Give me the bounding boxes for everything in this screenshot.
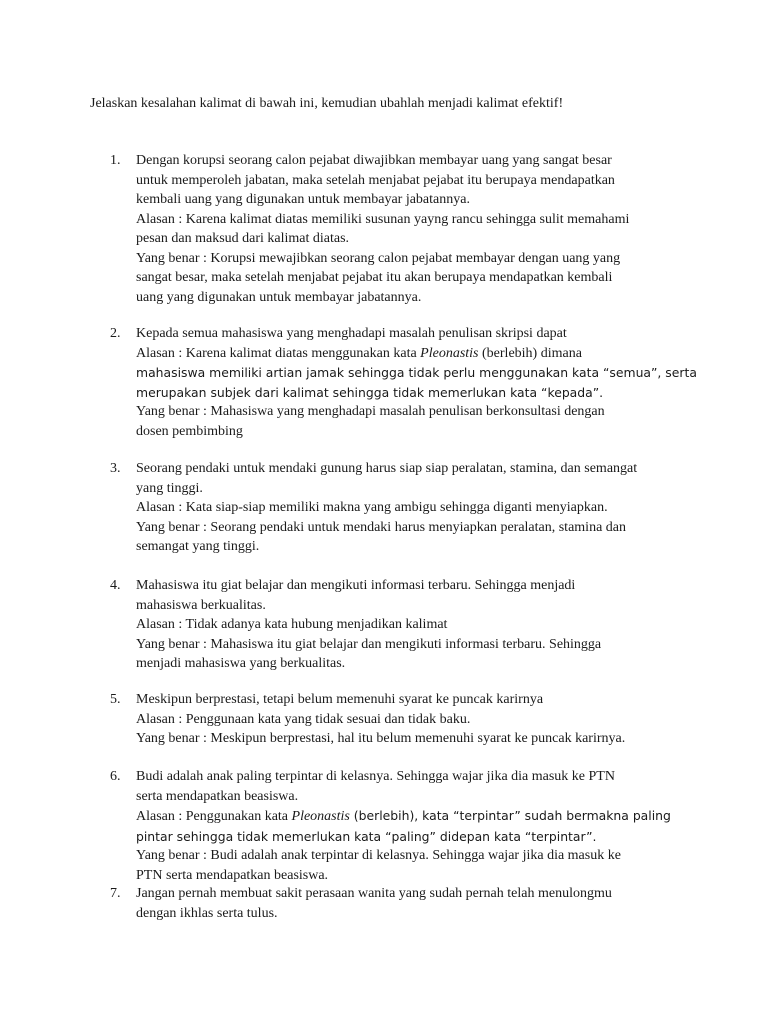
list-item-body [136, 459, 696, 557]
text-line: Jangan pernah membuat sakit perasaan wanita yang sudah pernah telah menulongmu [136, 886, 612, 901]
text-line: Yang benar : Mahasiswa yang menghadapi masalah penulisan berkonsultasi dengan [136, 404, 605, 419]
text-line: Meskipun berprestasi, tetapi belum memenuhi syarat ke puncak karirnya [136, 692, 544, 707]
text-line: dengan ikhlas serta tulus. [136, 905, 278, 921]
text-line: dosen pembimbing [136, 423, 243, 439]
text-line: yang tinggi. [136, 480, 203, 496]
text-line: serta mendapatkan beasiswa. [136, 788, 299, 804]
text-line: Alasan : Penggunaan kata yang tidak sesuai dan tidak baku. [136, 711, 471, 727]
text-line: Yang benar : Budi adalah anak terpintar di kelasnya. Sehingga wajar jika dia masuk ke [136, 848, 621, 863]
list-item-body [136, 151, 696, 307]
text-line: Alasan : Karena kalimat diatas memiliki susunan yayng rancu sehingga sulit memahami [136, 211, 630, 227]
text-line: sangat besar, maka setelah menjabat pejabat itu akan berupaya mendapatkan kembali [136, 270, 613, 285]
text-line: Seorang pendaki untuk mendaki gunung harus siap siap peralatan, stamina, dan semangat [136, 461, 638, 476]
text-line: Mahasiswa itu giat belajar dan mengikuti informasi terbaru. Sehingga menjadi [136, 578, 576, 593]
text-line: Alasan : Tidak adanya kata hubung menjadikan kalimat [136, 617, 448, 632]
list-item-body [136, 324, 696, 441]
text-line: mahasiswa berkualitas. [136, 597, 266, 613]
list-item-body [136, 767, 696, 885]
list-item-number: 1. [110, 153, 121, 168]
text-line: merupakan subjek dari kalimat sehingga tidak memerlukan kata “kepada”. [136, 384, 604, 400]
text-line: mahasiswa memiliki artian jamak sehingga tidak perlu menggunakan kata “semua”, serta [136, 365, 697, 380]
text-line: PTN serta mendapatkan beasiswa. [136, 867, 329, 883]
text-line: Budi adalah anak paling terpintar di kelasnya. Sehingga wajar jika dia masuk ke PTN [136, 769, 615, 784]
list-item-number: 5. [110, 692, 121, 707]
text-line: Yang benar : Mahasiswa itu giat belajar dan mengikuti informasi terbaru. Sehingga [136, 636, 602, 652]
list-item-number: 3. [110, 461, 121, 476]
text-line: kembali uang yang digunakan untuk membayar jabatannya. [136, 192, 470, 207]
list-item-number: 2. [110, 326, 121, 341]
text-line: Dengan korupsi seorang calon pejabat diwajibkan membayar uang yang sangat besar [136, 153, 612, 168]
list-item-body [136, 576, 696, 674]
list-item-number: 4. [110, 578, 121, 593]
text-line: semangat yang tinggi. [136, 539, 260, 554]
text-line: Alasan : Penggunakan kata Pleonastis (berlebih), kata “terpintar” sudah bermakna paling [136, 808, 671, 824]
text-line: pesan dan maksud dari kalimat diatas. [136, 231, 350, 246]
text-line: Yang benar : Korupsi mewajibkan seorang calon pejabat membayar dengan uang yang [136, 250, 621, 266]
text-line: pintar sehingga tidak memerlukan kata “paling” didepan kata “terpintar”. [136, 828, 597, 844]
text-line: Yang benar : Seorang pendaki untuk mendaki harus menyiapkan peralatan, stamina dan [136, 519, 626, 535]
list-item-number: 7. [110, 886, 121, 901]
text-line: Yang benar : Meskipun berprestasi, hal itu belum memenuhi syarat ke puncak karirnya. [136, 731, 626, 746]
text-line: uang yang digunakan untuk membayar jabatannya. [136, 289, 422, 305]
italic-term: Pleonastis [420, 345, 479, 361]
list-item-number: 6. [110, 769, 121, 784]
list-item-body [136, 884, 696, 923]
list-item-body [136, 690, 696, 749]
instruction-text: Jelaskan kesalahan kalimat di bawah ini, kemudian ubahlah menjadi kalimat efektif! [90, 96, 564, 111]
text-line: Alasan : Karena kalimat diatas menggunakan kata Pleonastis (berlebih) dimana [136, 345, 582, 361]
text-line: Kepada semua mahasiswa yang menghadapi masalah penulisan skripsi dapat [136, 326, 567, 341]
text-line: menjadi mahasiswa yang berkualitas. [136, 656, 346, 671]
text-line: untuk memperoleh jabatan, maka setelah menjabat pejabat itu berupaya mendapatkan [136, 172, 615, 188]
text-line: Alasan : Kata siap-siap memiliki makna yang ambigu sehingga diganti menyiapkan. [136, 500, 608, 515]
italic-term: Pleonastis [291, 809, 350, 824]
